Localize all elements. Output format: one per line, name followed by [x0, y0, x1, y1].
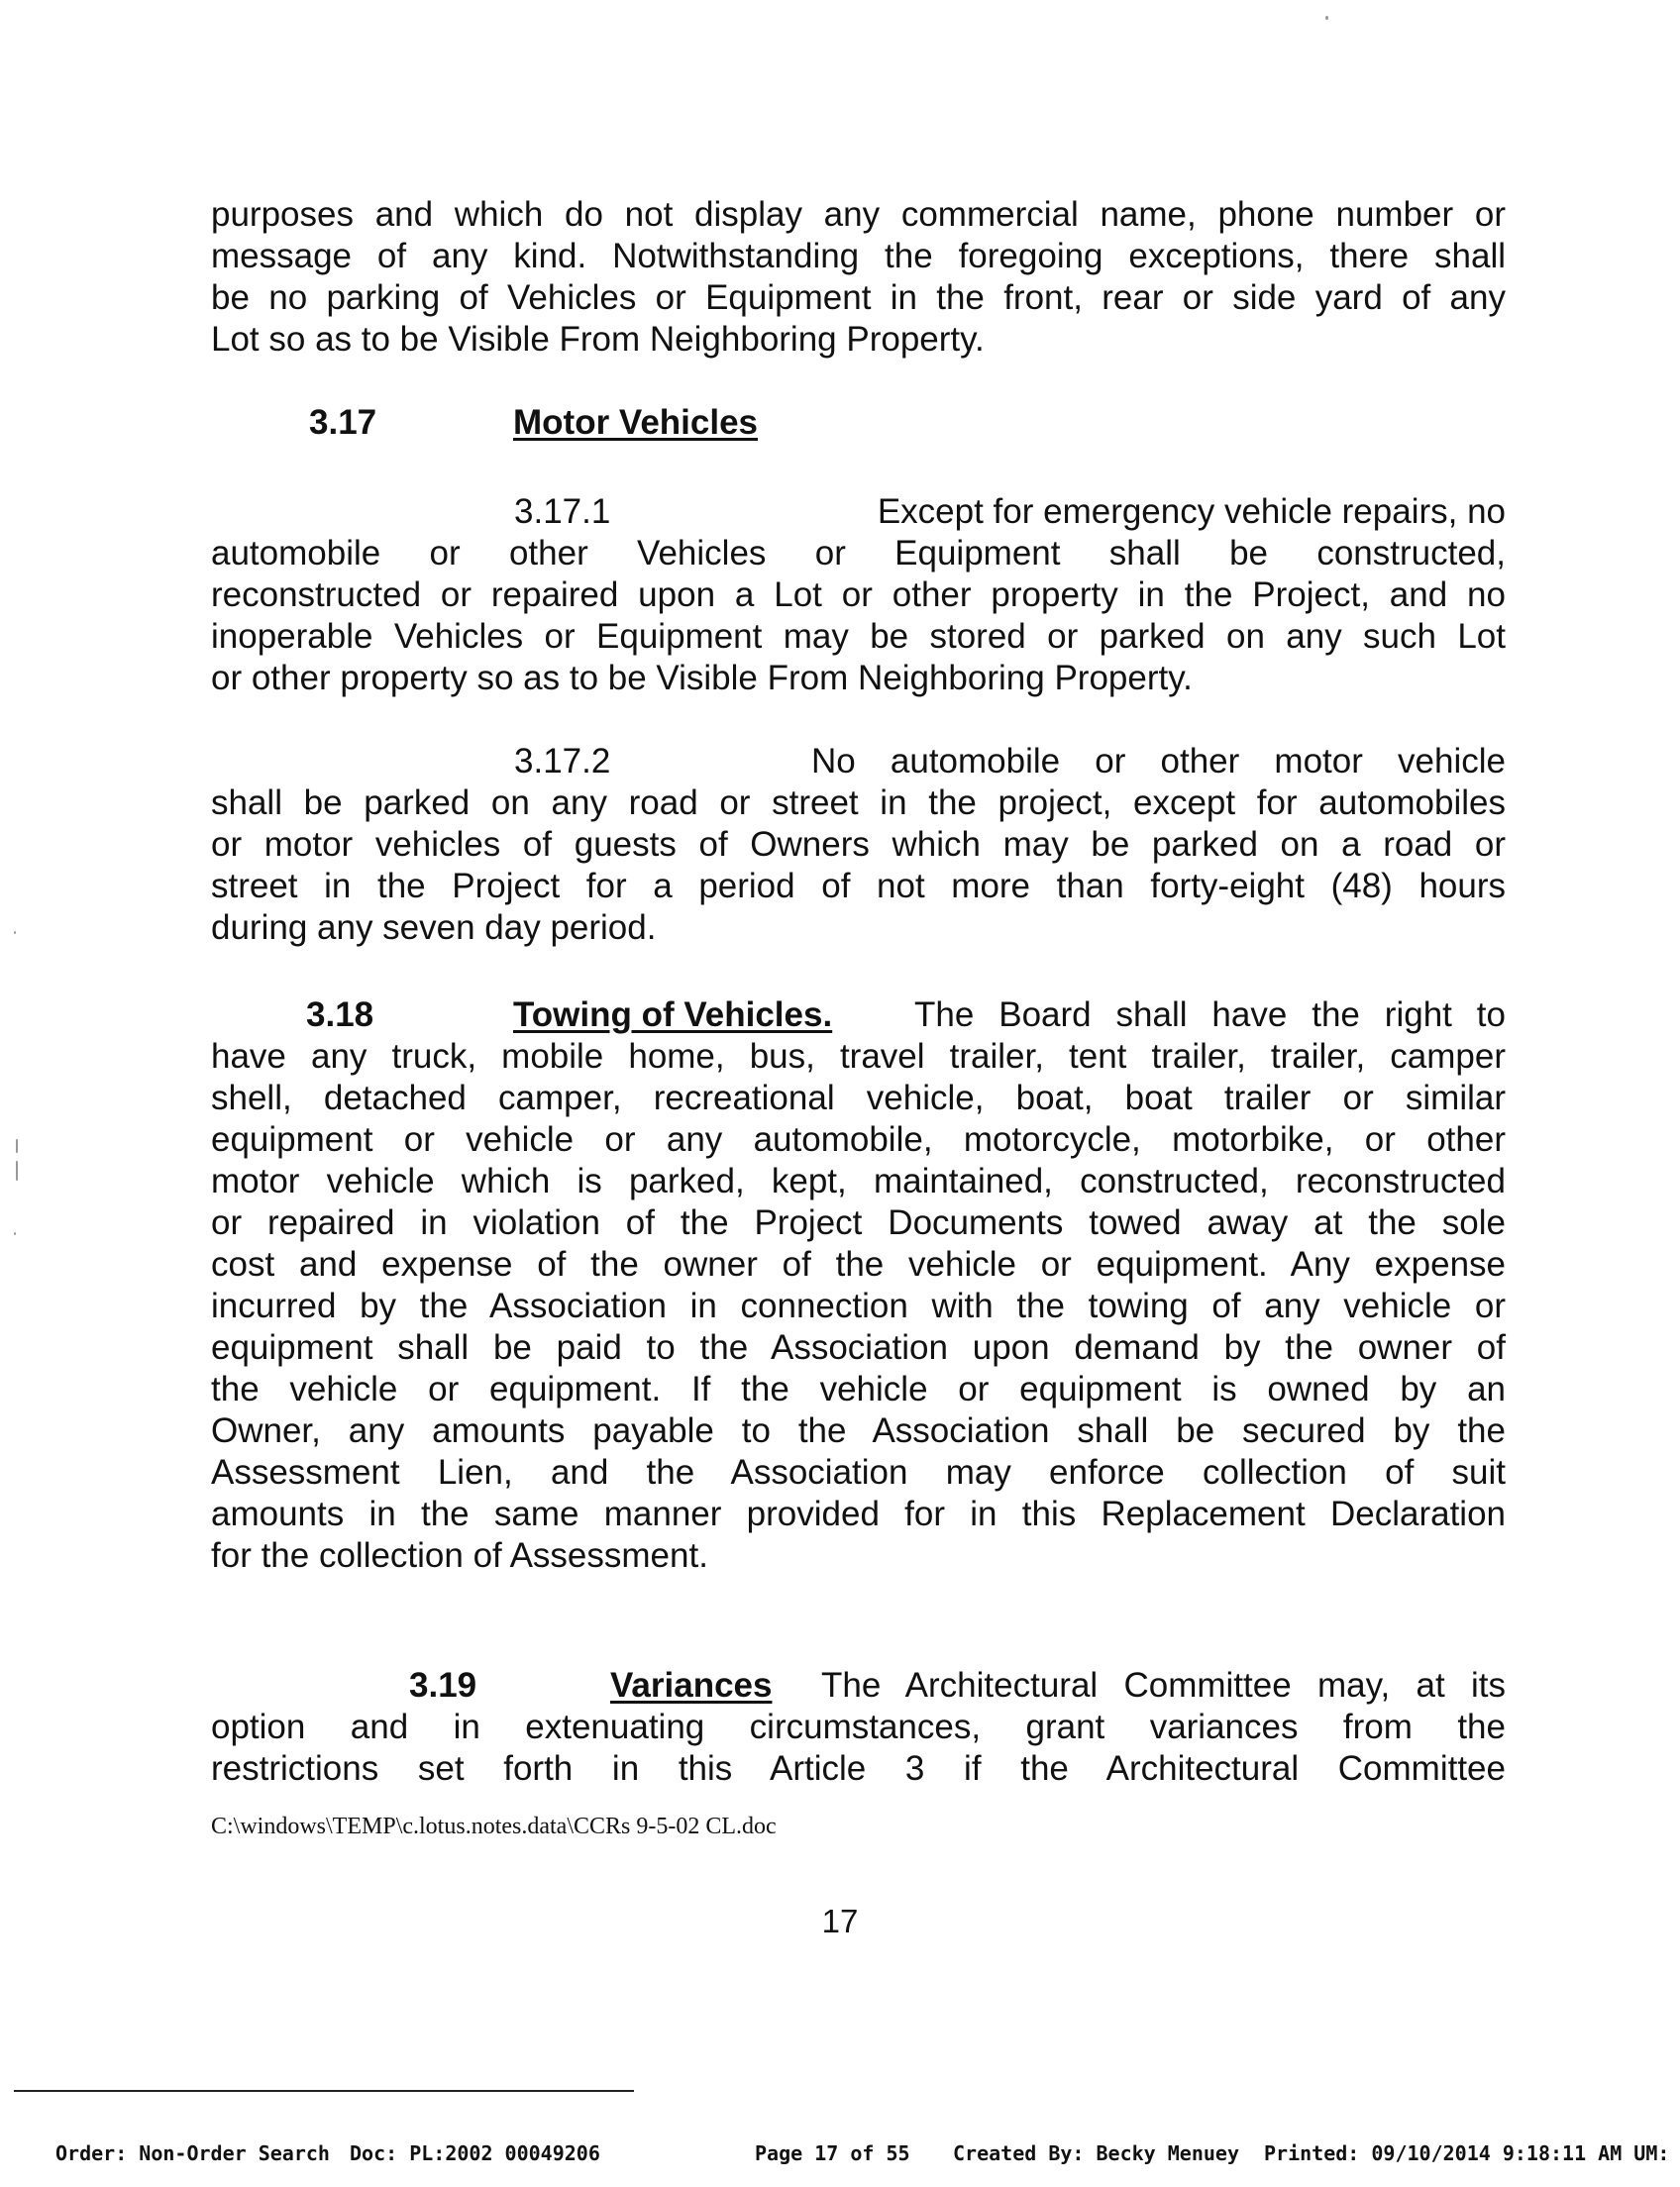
- text-line: purposes and which do not display any commercial name, phone number or: [211, 195, 1506, 234]
- intro-paragraph: [211, 194, 1506, 361]
- first-line: [211, 1665, 1506, 1707]
- section-number: 3.18: [306, 995, 374, 1034]
- section-number: 3.19: [409, 1666, 477, 1705]
- text-line: incurred by the Association in connection with the towing of any vehicle or: [211, 1287, 1506, 1325]
- subsection-number: 3.17.1: [514, 492, 611, 531]
- footer-rule: [14, 2090, 634, 2092]
- scan-speck: [16, 1161, 18, 1181]
- text-line: or motor vehicles of guests of Owners which may be parked on a road or: [211, 825, 1506, 864]
- footer-created: Created By: Becky Menuey: [953, 2141, 1239, 2165]
- scan-speck: [14, 931, 16, 934]
- scan-speck: [16, 1139, 18, 1153]
- text-line: shall be parked on any road or street in the project, except for automobiles: [211, 783, 1506, 822]
- text-line: during any seven day period.: [211, 908, 657, 947]
- text-line: message of any kind. Notwithstanding the foregoing exceptions, there shall: [211, 237, 1506, 275]
- text-line: Assessment Lien, and the Association may enforce collection of suit: [211, 1453, 1506, 1492]
- footer-page: Page 17 of 55: [755, 2141, 910, 2165]
- text-line: be no parking of Vehicles or Equipment in the front, rear or side yard of any: [211, 278, 1506, 317]
- text-line: have any truck, mobile home, bus, travel trailer, tent trailer, trailer, camper: [211, 1037, 1506, 1076]
- text-line: Owner, any amounts payable to the Association shall be secured by the: [211, 1411, 1506, 1450]
- text-line: cost and expense of the owner of the vehicle or equipment. Any expense: [211, 1245, 1506, 1284]
- section-title: Variances: [610, 1666, 773, 1705]
- text-line: or other property so as to be Visible From Neighboring Property.: [211, 659, 1193, 697]
- text-line: shell, detached camper, recreational vehicle, boat, boat trailer or similar: [211, 1079, 1506, 1117]
- text-line: for the collection of Assessment.: [211, 1536, 708, 1575]
- text-line: automobile or other Vehicles or Equipment shall be constructed,: [211, 534, 1506, 573]
- file-path: C:\windows\TEMP\c.lotus.notes.data\CCRs 9-5-02 CL.doc: [211, 1814, 777, 1839]
- section-3-19-paragraph: [211, 1665, 1506, 1790]
- text-line: street in the Project for a period of not more than forty-eight (48) hours: [211, 867, 1506, 905]
- text-line: option and in extenuating circumstances, grant variances from the: [211, 1708, 1506, 1746]
- first-line: [211, 741, 1506, 782]
- page-number: 17: [821, 1903, 859, 1939]
- text-line: inoperable Vehicles or Equipment may be stored or parked on any such Lot: [211, 617, 1506, 656]
- first-line-text: No automobile or other motor vehicle: [811, 742, 1506, 781]
- text-line: or repaired in violation of the Project Documents towed away at the sole: [211, 1203, 1506, 1242]
- section-3-17-heading: [309, 402, 376, 444]
- section-title: Motor Vehicles: [513, 403, 759, 442]
- text-line: Lot so as to be Visible From Neighboring Property.: [211, 320, 985, 359]
- section-title: Towing of Vehicles.: [513, 995, 833, 1034]
- section-3-17-title: [513, 402, 758, 444]
- text-line: the vehicle or equipment. If the vehicle or equipment is owned by an: [211, 1370, 1506, 1408]
- first-line-text: Except for emergency vehicle repairs, no: [877, 492, 1506, 531]
- text-line: equipment or vehicle or any automobile, motorcycle, motorbike, or other: [211, 1120, 1506, 1159]
- subsection-number: 3.17.2: [514, 742, 611, 781]
- text-line: restrictions set forth in this Article 3 if the Architectural Committee: [211, 1749, 1506, 1788]
- footer-printed: Printed: 09/10/2014 9:18:11 AM UM:: [1264, 2141, 1670, 2165]
- section-number: 3.17: [309, 403, 377, 442]
- first-line-text: The Architectural Committee may, at its: [821, 1666, 1506, 1705]
- section-3-18-paragraph: [211, 994, 1506, 1577]
- section-3-17-1-paragraph: [211, 491, 1506, 699]
- section-3-17-2-paragraph: [211, 741, 1506, 949]
- first-line: [211, 491, 1506, 533]
- text-line: equipment shall be paid to the Association upon demand by the owner of: [211, 1328, 1506, 1367]
- text-line: reconstructed or repaired upon a Lot or other property in the Project, and no: [211, 575, 1506, 614]
- scan-speck: [14, 1232, 16, 1235]
- footer-doc: Doc: PL:2002 00049206: [350, 2141, 600, 2165]
- first-line-text: The Board shall have the right to: [914, 995, 1506, 1034]
- scan-speck: [1325, 16, 1328, 20]
- text-line: motor vehicle which is parked, kept, maintained, constructed, reconstructed: [211, 1162, 1506, 1200]
- text-line: amounts in the same manner provided for in this Replacement Declaration: [211, 1495, 1506, 1533]
- footer-order: Order: Non-Order Search: [55, 2141, 330, 2165]
- first-line: [211, 994, 1506, 1036]
